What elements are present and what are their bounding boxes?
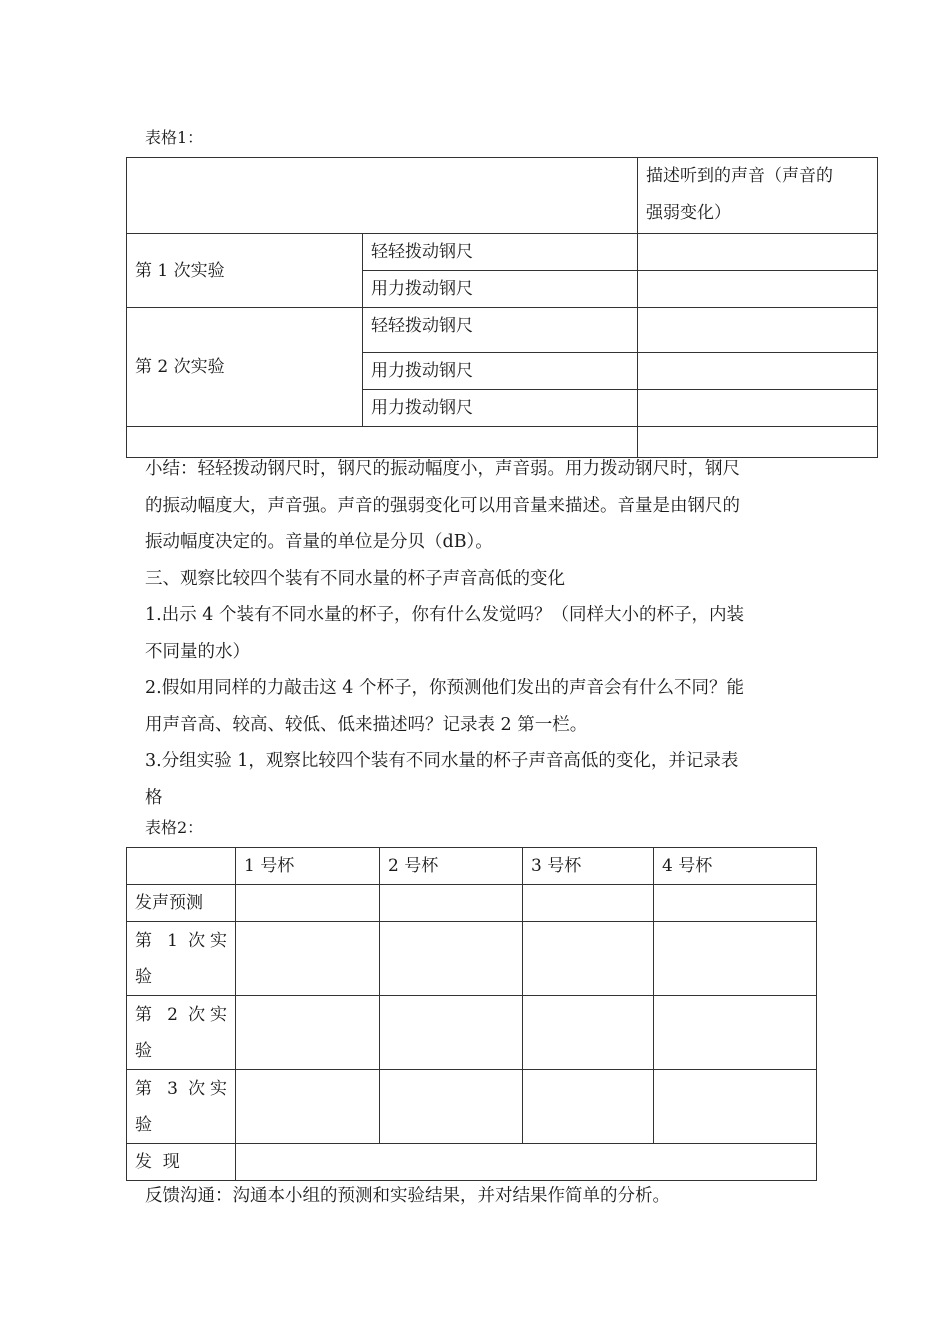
table1-exp2-action-strong-2: 用力拨动钢尺 xyxy=(363,390,638,427)
table2-cell xyxy=(380,1070,523,1144)
table1-exp1-action-strong: 用力拨动钢尺 xyxy=(363,271,638,308)
table2-cell xyxy=(523,922,654,996)
table1-header-desc: 描述听到的声音（声音的 强弱变化） xyxy=(638,158,878,234)
table2-exp3-label: 第 3 次实 验 xyxy=(127,1070,236,1144)
table1-cell xyxy=(638,353,878,390)
table2-cup-3: 3 号杯 xyxy=(523,848,654,885)
table2-cell xyxy=(380,996,523,1070)
table2-cell xyxy=(523,1070,654,1144)
table2-cup-1: 1 号杯 xyxy=(236,848,380,885)
table1-caption: 表格1： xyxy=(145,128,204,147)
summary-paragraph: 小结：轻轻拨动钢尺时，钢尺的振动幅度小，声音弱。用力拨动钢尺时，钢尺 的振动幅度大，声音强。声音的强弱变化可以用音量来描述。音量是由钢尺的 振动幅度决定的。音量的单位是分贝（dB）。 xyxy=(145,459,740,552)
table1-cell xyxy=(638,234,878,271)
table1-cell xyxy=(638,271,878,308)
table2-cell xyxy=(523,885,654,922)
table2-finding-cell xyxy=(236,1144,817,1181)
table2-cell xyxy=(380,922,523,996)
feedback-paragraph: 反馈沟通：沟通本小组的预测和实验结果，并对结果作简单的分析。 xyxy=(145,1186,670,1206)
table2-cell xyxy=(236,885,380,922)
table2-cup-4: 4 号杯 xyxy=(654,848,817,885)
table2-corner xyxy=(127,848,236,885)
question-2: 2.假如用同样的力敲击这 4 个杯子，你预测他们发出的声音会有什么不同？能 用声音高、较高、较低、低来描述吗？记录表 2 第一栏。 xyxy=(145,678,744,735)
table2-finding-label: 发 现 xyxy=(127,1144,236,1181)
table2-cup-2: 2 号杯 xyxy=(380,848,523,885)
table2 xyxy=(126,847,817,1181)
table2-cell xyxy=(654,885,817,922)
table1-header-empty xyxy=(127,158,638,234)
table2-cell xyxy=(654,1070,817,1144)
table2-cell xyxy=(236,996,380,1070)
table2-cell xyxy=(236,1070,380,1144)
table1-exp2-action-strong: 用力拨动钢尺 xyxy=(363,353,638,390)
table2-cell xyxy=(654,996,817,1070)
table1-exp1-label: 第 1 次实验 xyxy=(127,234,363,308)
table2-exp2-label: 第 2 次实 验 xyxy=(127,996,236,1070)
table1-exp2-label: 第 2 次实验 xyxy=(127,308,363,427)
table1-exp1-action-light: 轻轻拨动钢尺 xyxy=(363,234,638,271)
table1 xyxy=(126,157,878,458)
table2-exp1-label: 第 1 次实 验 xyxy=(127,922,236,996)
table1-cell xyxy=(638,390,878,427)
table2-caption: 表格2： xyxy=(145,818,204,837)
table1-cell xyxy=(638,308,878,353)
question-1: 1.出示 4 个装有不同水量的杯子，你有什么发觉吗？（同样大小的杯子，内装 不同量的水） xyxy=(145,605,744,662)
table2-cell xyxy=(236,922,380,996)
section3-title: 三、观察比较四个装有不同水量的杯子声音高低的变化 xyxy=(145,569,565,589)
question-3: 3.分组实验 1，观察比较四个装有不同水量的杯子声音高低的变化，并记录表 格 xyxy=(145,751,739,808)
table1-exp2-action-light: 轻轻拨动钢尺 xyxy=(363,308,638,353)
table2-cell xyxy=(523,996,654,1070)
table2-cell xyxy=(380,885,523,922)
table2-cell xyxy=(654,922,817,996)
table2-prediction-label: 发声预测 xyxy=(127,885,236,922)
